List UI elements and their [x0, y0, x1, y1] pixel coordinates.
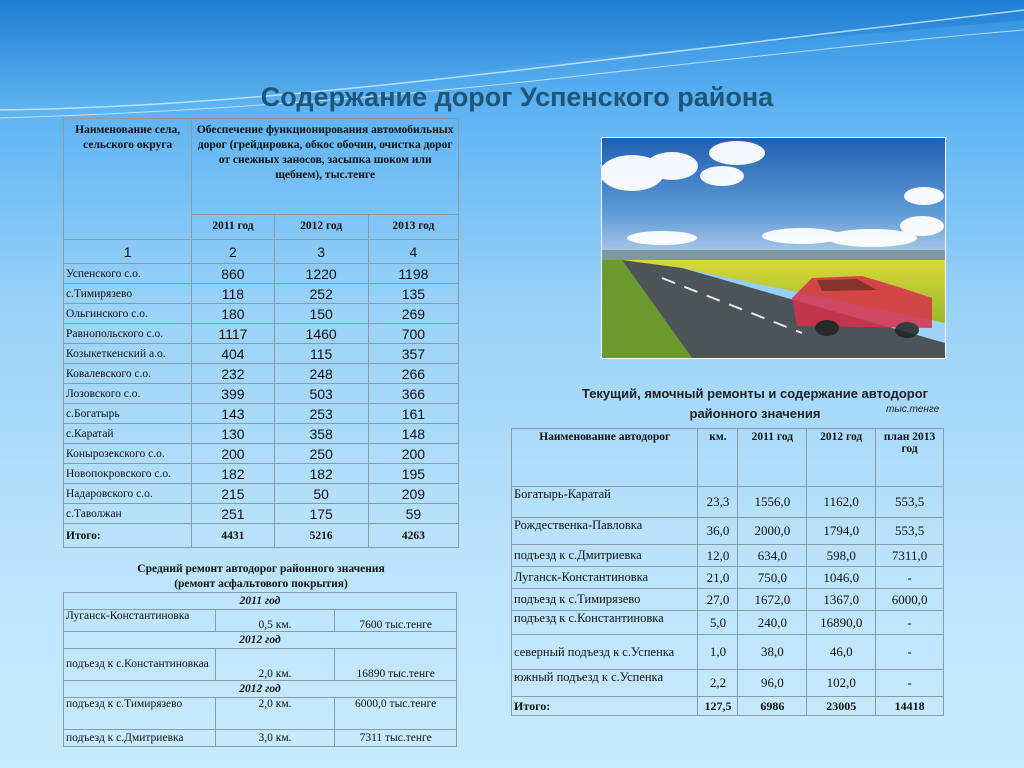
settlement-name: с.Таволжан — [64, 504, 192, 524]
total-row — [64, 524, 459, 548]
header-2011: 2011 год — [738, 429, 807, 487]
table-row — [64, 384, 459, 404]
settlement-name: Надаровского с.о. — [64, 484, 192, 504]
value-2011: 1556,0 — [738, 487, 807, 518]
road-km: 2,2 — [698, 670, 738, 697]
road-km: 23,3 — [698, 487, 738, 518]
road-name: подъезд к с.Константиновкаа — [64, 649, 216, 681]
road-length: 2,0 км. — [215, 698, 335, 730]
value-2012: 1220 — [274, 264, 368, 284]
header-road-name: Наименование автодорог — [512, 429, 698, 487]
repair-sum: 7311 тыс.тенге — [335, 730, 457, 747]
road-km: 1,0 — [698, 635, 738, 670]
total-2012: 5216 — [274, 524, 368, 548]
settlement-name: Равнопольского с.о. — [64, 324, 192, 344]
road-name: подъезд к с.Дмитриевка — [64, 730, 216, 747]
value-2013: 553,5 — [876, 518, 944, 545]
medium-repair-caption — [63, 562, 459, 592]
table-row — [64, 304, 459, 324]
total-km: 127,5 — [698, 697, 738, 716]
table-row — [64, 324, 459, 344]
value-2012: 115 — [274, 344, 368, 364]
value-2013: - — [876, 635, 944, 670]
value-2012: 248 — [274, 364, 368, 384]
table-row — [512, 670, 944, 697]
value-2011: 200 — [192, 444, 274, 464]
road-km: 5,0 — [698, 611, 738, 635]
column-number: 2 — [192, 240, 274, 264]
value-2012: 1367,0 — [807, 589, 876, 611]
value-2012: 150 — [274, 304, 368, 324]
total-label: Итого: — [64, 524, 192, 548]
year-row-2012: 2012 год — [64, 681, 457, 698]
value-2011: 240,0 — [738, 611, 807, 635]
road-km: 27,0 — [698, 589, 738, 611]
value-2013: 1198 — [368, 264, 458, 284]
settlements-maintenance-table — [63, 118, 459, 548]
column-number: 4 — [368, 240, 458, 264]
value-2011: 215 — [192, 484, 274, 504]
value-2011: 634,0 — [738, 545, 807, 567]
value-2011: 130 — [192, 424, 274, 444]
value-2012: 175 — [274, 504, 368, 524]
value-2013: 135 — [368, 284, 458, 304]
table-row — [512, 635, 944, 670]
table-row — [64, 649, 457, 681]
road-name: северный подъезд к с.Успенка — [512, 635, 698, 670]
value-2013: 266 — [368, 364, 458, 384]
settlement-name: с.Тимирязево — [64, 284, 192, 304]
page-title: Содержание дорог Успенского района — [260, 82, 774, 112]
year-row-2011: 2011 год — [64, 593, 457, 610]
settlement-name: Лозовского с.о. — [64, 384, 192, 404]
value-2013: 6000,0 — [876, 589, 944, 611]
table-row — [64, 444, 459, 464]
settlement-name: Козыкеткенский а.о. — [64, 344, 192, 364]
road-name: южный подъезд к с.Успенка — [512, 670, 698, 697]
value-2012: 1460 — [274, 324, 368, 344]
road-km: 12,0 — [698, 545, 738, 567]
value-2012: 182 — [274, 464, 368, 484]
value-2013: 366 — [368, 384, 458, 404]
road-name: подъезд к с.Дмитриевка — [512, 545, 698, 567]
value-2012: 1046,0 — [807, 567, 876, 589]
value-2013: 195 — [368, 464, 458, 484]
table-row — [64, 264, 459, 284]
current-repair-table — [511, 428, 944, 716]
value-2013: 700 — [368, 324, 458, 344]
value-2013: - — [876, 567, 944, 589]
value-2012: 358 — [274, 424, 368, 444]
table-row — [64, 698, 457, 730]
repair-sum: 16890 тыс.тенге — [335, 649, 457, 681]
road-name: Рождественка-Павловка — [512, 518, 698, 545]
current-repair-caption-line1: Текущий, ямочный ремонты и содержание автодорог — [581, 386, 929, 401]
road-name: Луганск-Константиновка — [512, 567, 698, 589]
header-road-maintenance: Обеспечение функционирования автомобильных дорог (грейдировка, обкос обочин, очистка дорог от снежных заносов, засыпка шоком или щебнем), тыс.тенге — [192, 119, 459, 215]
value-2011: 1117 — [192, 324, 274, 344]
total-2013: 4263 — [368, 524, 458, 548]
table-row — [512, 545, 944, 567]
medium-repair-caption-line1: Средний ремонт автодорог районного значения — [137, 563, 385, 575]
table-row — [512, 567, 944, 589]
road-car-illustration — [602, 138, 945, 358]
medium-repair-table — [63, 592, 457, 747]
road-name: Луганск-Константиновка — [64, 610, 216, 632]
road-length: 0,5 км. — [215, 610, 335, 632]
value-2013: 59 — [368, 504, 458, 524]
value-2012: 503 — [274, 384, 368, 404]
settlement-name: Ковалевского с.о. — [64, 364, 192, 384]
value-2011: 182 — [192, 464, 274, 484]
table-row — [64, 364, 459, 384]
road-km: 21,0 — [698, 567, 738, 589]
header-year-2013: 2013 год — [368, 215, 458, 240]
total-2012: 23005 — [807, 697, 876, 716]
value-2011: 38,0 — [738, 635, 807, 670]
header-settlement: Наименование села, сельского округа — [64, 119, 192, 240]
medium-repair-caption-line2: (ремонт асфальтового покрытия) — [174, 578, 348, 590]
value-2011: 232 — [192, 364, 274, 384]
value-2013: 200 — [368, 444, 458, 464]
value-2012: 598,0 — [807, 545, 876, 567]
value-2012: 253 — [274, 404, 368, 424]
column-number: 3 — [274, 240, 368, 264]
value-2013: 553,5 — [876, 487, 944, 518]
value-2013: 148 — [368, 424, 458, 444]
value-2013: 269 — [368, 304, 458, 324]
repair-sum: 7600 тыс.тенге — [335, 610, 457, 632]
settlement-name: с.Каратай — [64, 424, 192, 444]
value-2012: 250 — [274, 444, 368, 464]
value-2012: 252 — [274, 284, 368, 304]
settlement-name: с.Богатырь — [64, 404, 192, 424]
table-row — [64, 610, 457, 632]
total-2011: 6986 — [738, 697, 807, 716]
repair-sum: 6000,0 тыс.тенге — [335, 698, 457, 730]
settlement-name: Новопокровского с.о. — [64, 464, 192, 484]
value-2013: 7311,0 — [876, 545, 944, 567]
table-row — [512, 518, 944, 545]
value-2011: 1672,0 — [738, 589, 807, 611]
table-row — [64, 484, 459, 504]
header-year-2012: 2012 год — [274, 215, 368, 240]
settlement-name: Конырозекского с.о. — [64, 444, 192, 464]
table-row — [512, 589, 944, 611]
table-row — [64, 344, 459, 364]
table-row — [64, 284, 459, 304]
value-2011: 399 — [192, 384, 274, 404]
value-2011: 2000,0 — [738, 518, 807, 545]
value-2012: 102,0 — [807, 670, 876, 697]
value-2011: 96,0 — [738, 670, 807, 697]
column-number: 1 — [64, 240, 192, 264]
value-2012: 16890,0 — [807, 611, 876, 635]
value-2013: - — [876, 670, 944, 697]
value-2011: 750,0 — [738, 567, 807, 589]
value-2013: 209 — [368, 484, 458, 504]
units-label: тыс.тенге — [886, 404, 940, 415]
year-row-2012: 2012 год — [64, 632, 457, 649]
value-2011: 180 — [192, 304, 274, 324]
current-repair-caption-line2: районного значения — [689, 406, 821, 421]
value-2013: - — [876, 611, 944, 635]
value-2011: 143 — [192, 404, 274, 424]
road-name: подъезд к с.Константиновка — [512, 611, 698, 635]
total-row — [512, 697, 944, 716]
total-label: Итого: — [512, 697, 698, 716]
value-2011: 860 — [192, 264, 274, 284]
table-row — [64, 504, 459, 524]
table-row — [64, 730, 457, 747]
table-row — [64, 404, 459, 424]
value-2011: 118 — [192, 284, 274, 304]
value-2012: 46,0 — [807, 635, 876, 670]
header-2012: 2012 год — [807, 429, 876, 487]
value-2012: 50 — [274, 484, 368, 504]
value-2013: 161 — [368, 404, 458, 424]
table-row — [64, 464, 459, 484]
settlement-name: Ольгинского с.о. — [64, 304, 192, 324]
road-name: Богатырь-Каратай — [512, 487, 698, 518]
road-name: подъезд к с.Тимирязево — [64, 698, 216, 730]
header-plan-2013: план 2013 год — [876, 429, 944, 487]
value-2011: 404 — [192, 344, 274, 364]
table-row — [64, 424, 459, 444]
value-2013: 357 — [368, 344, 458, 364]
settlement-name: Успенского с.о. — [64, 264, 192, 284]
table-row — [512, 611, 944, 635]
value-2011: 251 — [192, 504, 274, 524]
header-km: км. — [698, 429, 738, 487]
road-length: 3,0 км. — [215, 730, 335, 747]
header-year-2011: 2011 год — [192, 215, 274, 240]
total-2013: 14418 — [876, 697, 944, 716]
total-2011: 4431 — [192, 524, 274, 548]
road-name: подъезд к с.Тимирязево — [512, 589, 698, 611]
value-2012: 1162,0 — [807, 487, 876, 518]
road-km: 36,0 — [698, 518, 738, 545]
road-length: 2,0 км. — [215, 649, 335, 681]
value-2012: 1794,0 — [807, 518, 876, 545]
table-row — [512, 487, 944, 518]
road-photo — [601, 137, 946, 359]
